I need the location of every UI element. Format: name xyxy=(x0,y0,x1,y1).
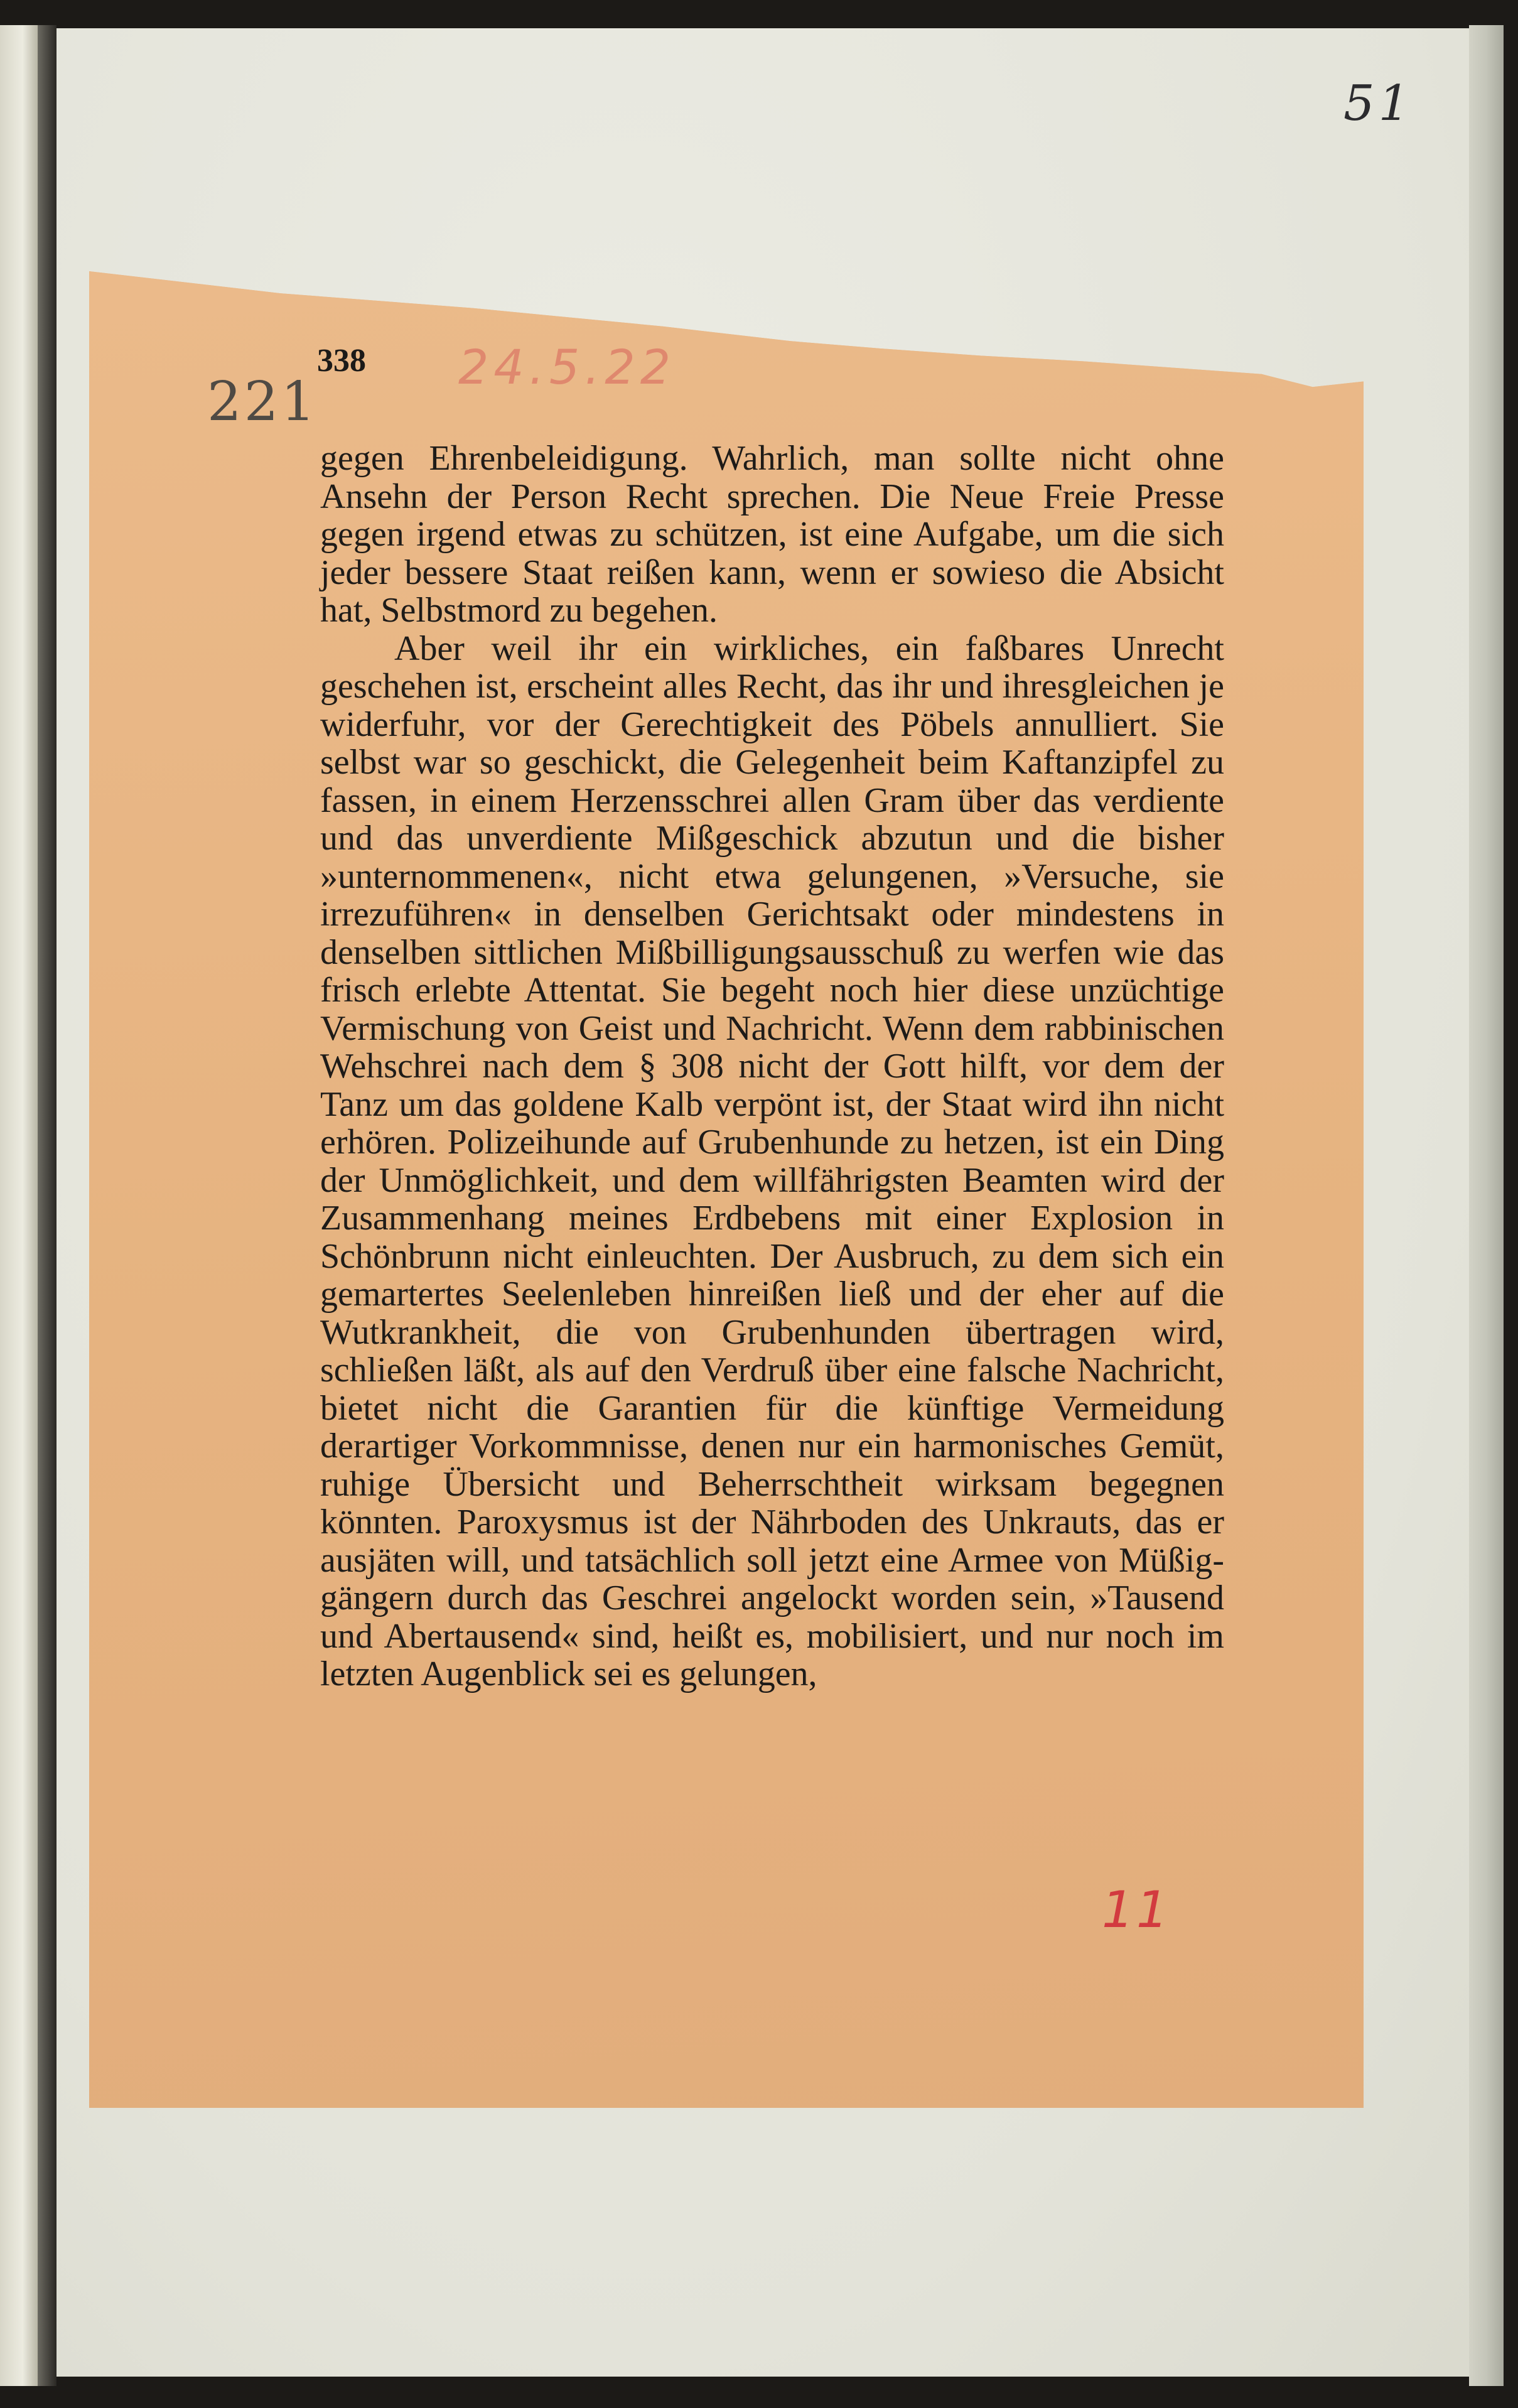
paragraph-1: gegen Ehrenbeleidigung. Wahrlich, man sollte nicht ohne Ansehn der Person Recht sprechen. Die Neue Freie Presse gegen irgend etwas zu schützen, ist eine Aufgabe, um die sich jeder bessere Staat reißen kann, wenn er sowieso die Absicht hat, Selbstmord zu begehen. xyxy=(320,439,1224,630)
date-annotation: 24.5.22 xyxy=(458,339,676,395)
page-number: 338 xyxy=(317,343,366,379)
mount-sheet-edge xyxy=(1469,25,1504,2386)
binding-gutter xyxy=(38,25,57,2386)
clipping-body-text xyxy=(320,440,1224,1693)
folio-number: 51 xyxy=(1343,75,1414,132)
binding-edge xyxy=(0,25,38,2386)
margin-note: 221 xyxy=(207,370,318,433)
paragraph-2: Aber weil ihr ein wirkliches, ein faßbares Unrecht geschehen ist, erscheint alles Recht, das ihr und ihresgleichen je widerfuhr, vor der Gerechtigkeit des Pöbels annulliert. Sie selbst war so geschickt, die Gelegenheit beim Kaftanzipfel zu fassen, in einem Herzensschrei allen Gram über das verdiente und das unverdiente Mißgeschick abzutun und die bisher »unternommenen«, nicht etwa gelungenen, »Versuche, sie irrezuführen« in denselben Gerichtsakt oder mindestens in denselben sittlichen Mißbilligungsausschuß zu werfen wie das frisch erlebte Attentat. Sie begeht noch hier diese unzüchtige Vermischung von Geist und Nachricht. Wenn dem rabbinischen Wehschrei nach dem § 308 nicht der Gott hilft, vor dem der Tanz um das goldene Kalb verpönt ist, der Staat wird ihn nicht erhören. Polizeihunde auf Grubenhunde zu hetzen, ist ein Ding der Unmöglichkeit, und dem willfährigsten Beamten wird der Zusammenhang meines Erdbebens mit einer Explosion in Schönbrunn nicht einleuchten. Der Ausbruch, zu dem sich ein gemartertes Seelenleben hinreißen ließ und der eher auf die Wutkrankheit, die von Grubenhunden übertragen wird, schließen läßt, als auf den Verdruß über eine falsche Nachricht, bietet nicht die Garantien für die künftige Vermeidung derartiger Vorkommnisse, denen nur ein harmonisches Gemüt, ruhige Übersicht und Beherrschtheit wirksam begegnen könnten. Paroxysmus ist der Nährboden des Unkrauts, das er ausjäten will, und tatsächlich soll jetzt eine Armee von Müßiggängern durch das Geschrei angelockt worden sein, »Tausend und Abertausend« sind, heißt es, mobilisiert, und nur noch im letzten Augenblick sei es gelungen, xyxy=(320,629,1224,1693)
red-pencil-mark: 11 xyxy=(1102,1881,1171,1939)
